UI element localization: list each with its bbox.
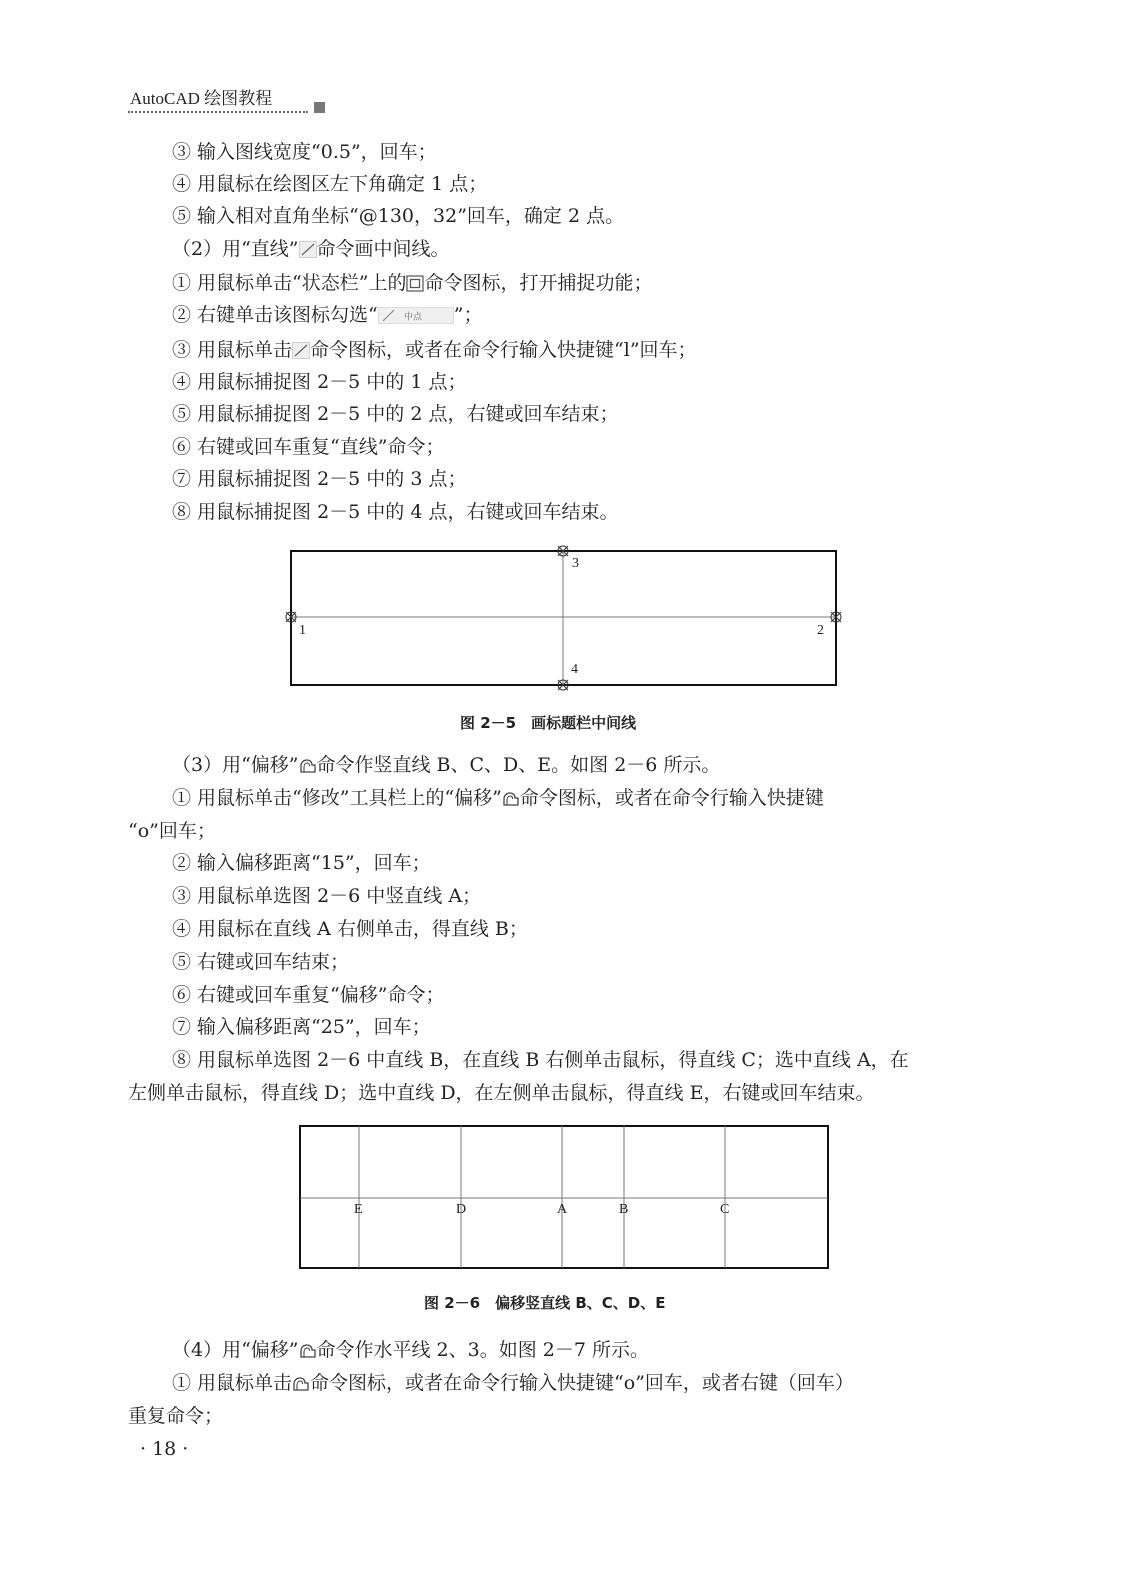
paragraph-line: ⑤ 右键或回车结束； [172, 951, 350, 973]
paragraph-line: ⑤ 输入相对直角坐标“@130，32”回车，确定 2 点。 [172, 205, 625, 227]
paragraph-line: ⑥ 右键或回车重复“直线”命令； [172, 436, 445, 458]
line-label-c: C [720, 1202, 730, 1217]
paragraph-line: ⑥ 右键或回车重复“偏移”命令； [172, 984, 445, 1006]
paragraph-line: ④ 用鼠标捕捉图 2－5 中的 1 点； [172, 371, 467, 393]
offset-command-icon [299, 1342, 317, 1359]
figure-2-5-caption: 图 2－5 画标题栏中间线 [460, 714, 637, 732]
line-label-e: E [354, 1202, 363, 1217]
offset-command-icon [502, 790, 520, 807]
running-header: AutoCAD 绘图教程 [130, 89, 273, 108]
text-segment: ③ 用鼠标单击 [172, 339, 293, 361]
step4-first-line [172, 1371, 854, 1395]
paragraph-line: ⑦ 输入偏移距离“25”，回车； [172, 1016, 431, 1038]
paragraph-line: 左侧单击鼠标，得直线 D；选中直线 D，在左侧单击鼠标，得直线 E，右键或回车结束。 [128, 1082, 875, 1104]
line-label-a: A [557, 1202, 568, 1217]
text-segment: 命令作竖直线 B、C、D、E。如图 2－6 所示。 [316, 754, 721, 776]
paragraph-line: “o”回车； [128, 820, 216, 842]
step3-heading [172, 753, 720, 777]
midpoint-option-icon [378, 307, 454, 324]
midpoint-option-label: 中点 [403, 312, 422, 323]
line-command-icon [299, 241, 317, 258]
text-segment: ”； [453, 304, 483, 326]
step4-heading [172, 1338, 649, 1362]
paragraph-line: 重复命令； [128, 1405, 224, 1427]
paragraph-line: ⑧ 用鼠标捕捉图 2－5 中的 4 点，右键或回车结束。 [172, 501, 619, 523]
point-label-1: 1 [299, 623, 306, 638]
paragraph-line: ⑧ 用鼠标单选图 2－6 中直线 B，在直线 B 右侧单击鼠标，得直线 C；选中直线 A，在 [172, 1049, 909, 1071]
offset-step-line [172, 786, 824, 810]
line-command-icon [292, 342, 310, 359]
figure-2-5-title-block [280, 540, 846, 692]
step2-heading [172, 237, 450, 261]
text-segment: （4）用“偏移” [172, 1339, 299, 1361]
text-segment: ② 右键单击该图标勾选“ [172, 304, 378, 326]
paragraph-line: ④ 用鼠标在直线 A 右侧单击，得直线 B； [172, 918, 528, 940]
point-label-2: 2 [817, 623, 824, 638]
point-label-3: 3 [572, 556, 579, 571]
midpoint-step-line [172, 303, 482, 327]
object-snap-icon [406, 275, 424, 292]
offset-command-icon [299, 757, 317, 774]
text-segment: ① 用鼠标单击“修改”工具栏上的“偏移” [172, 787, 502, 809]
text-segment: 命令图标，或者在命令行输入快捷键“o”回车，或者右键（回车） [310, 1372, 854, 1394]
page-number: · 18 · [140, 1438, 189, 1460]
line-label-b: B [619, 1202, 629, 1217]
text-segment: 命令图标，或者在命令行输入快捷键 [519, 787, 824, 809]
line-label-d: D [456, 1202, 467, 1217]
paragraph-line: ⑦ 用鼠标捕捉图 2－5 中的 3 点； [172, 468, 467, 490]
text-segment: （2）用“直线” [172, 238, 299, 260]
outer-rectangle [300, 1126, 828, 1268]
figure-2-6-offset-lines [296, 1122, 832, 1270]
line-command-step [172, 338, 697, 362]
paragraph-line: ③ 用鼠标单选图 2－6 中竖直线 A； [172, 885, 482, 907]
text-segment: （3）用“偏移” [172, 754, 299, 776]
paragraph-line: ⑤ 用鼠标捕捉图 2－5 中的 2 点，右键或回车结束； [172, 403, 619, 425]
text-segment: 命令画中间线。 [316, 238, 450, 260]
header-dotted-rule [128, 111, 308, 113]
snap-step-line [172, 271, 652, 295]
header-square-ornament [314, 102, 325, 113]
paragraph-line: ③ 输入图线宽度“0.5”，回车； [172, 141, 437, 163]
offset-command-icon [292, 1375, 310, 1392]
text-segment: 命令图标，或者在命令行输入快捷键“l”回车； [310, 339, 697, 361]
text-segment: ① 用鼠标单击 [172, 1372, 293, 1394]
text-segment: ① 用鼠标单击“状态栏”上的 [172, 272, 407, 294]
paragraph-line: ④ 用鼠标在绘图区左下角确定 1 点； [172, 173, 488, 195]
text-segment: 命令图标，打开捕捉功能； [424, 272, 653, 294]
figure-2-6-caption: 图 2－6 偏移竖直线 B、C、D、E [424, 1294, 666, 1312]
text-segment: 命令作水平线 2、3。如图 2－7 所示。 [316, 1339, 649, 1361]
paragraph-line: ② 输入偏移距离“15”，回车； [172, 852, 431, 874]
point-label-4: 4 [571, 662, 578, 677]
